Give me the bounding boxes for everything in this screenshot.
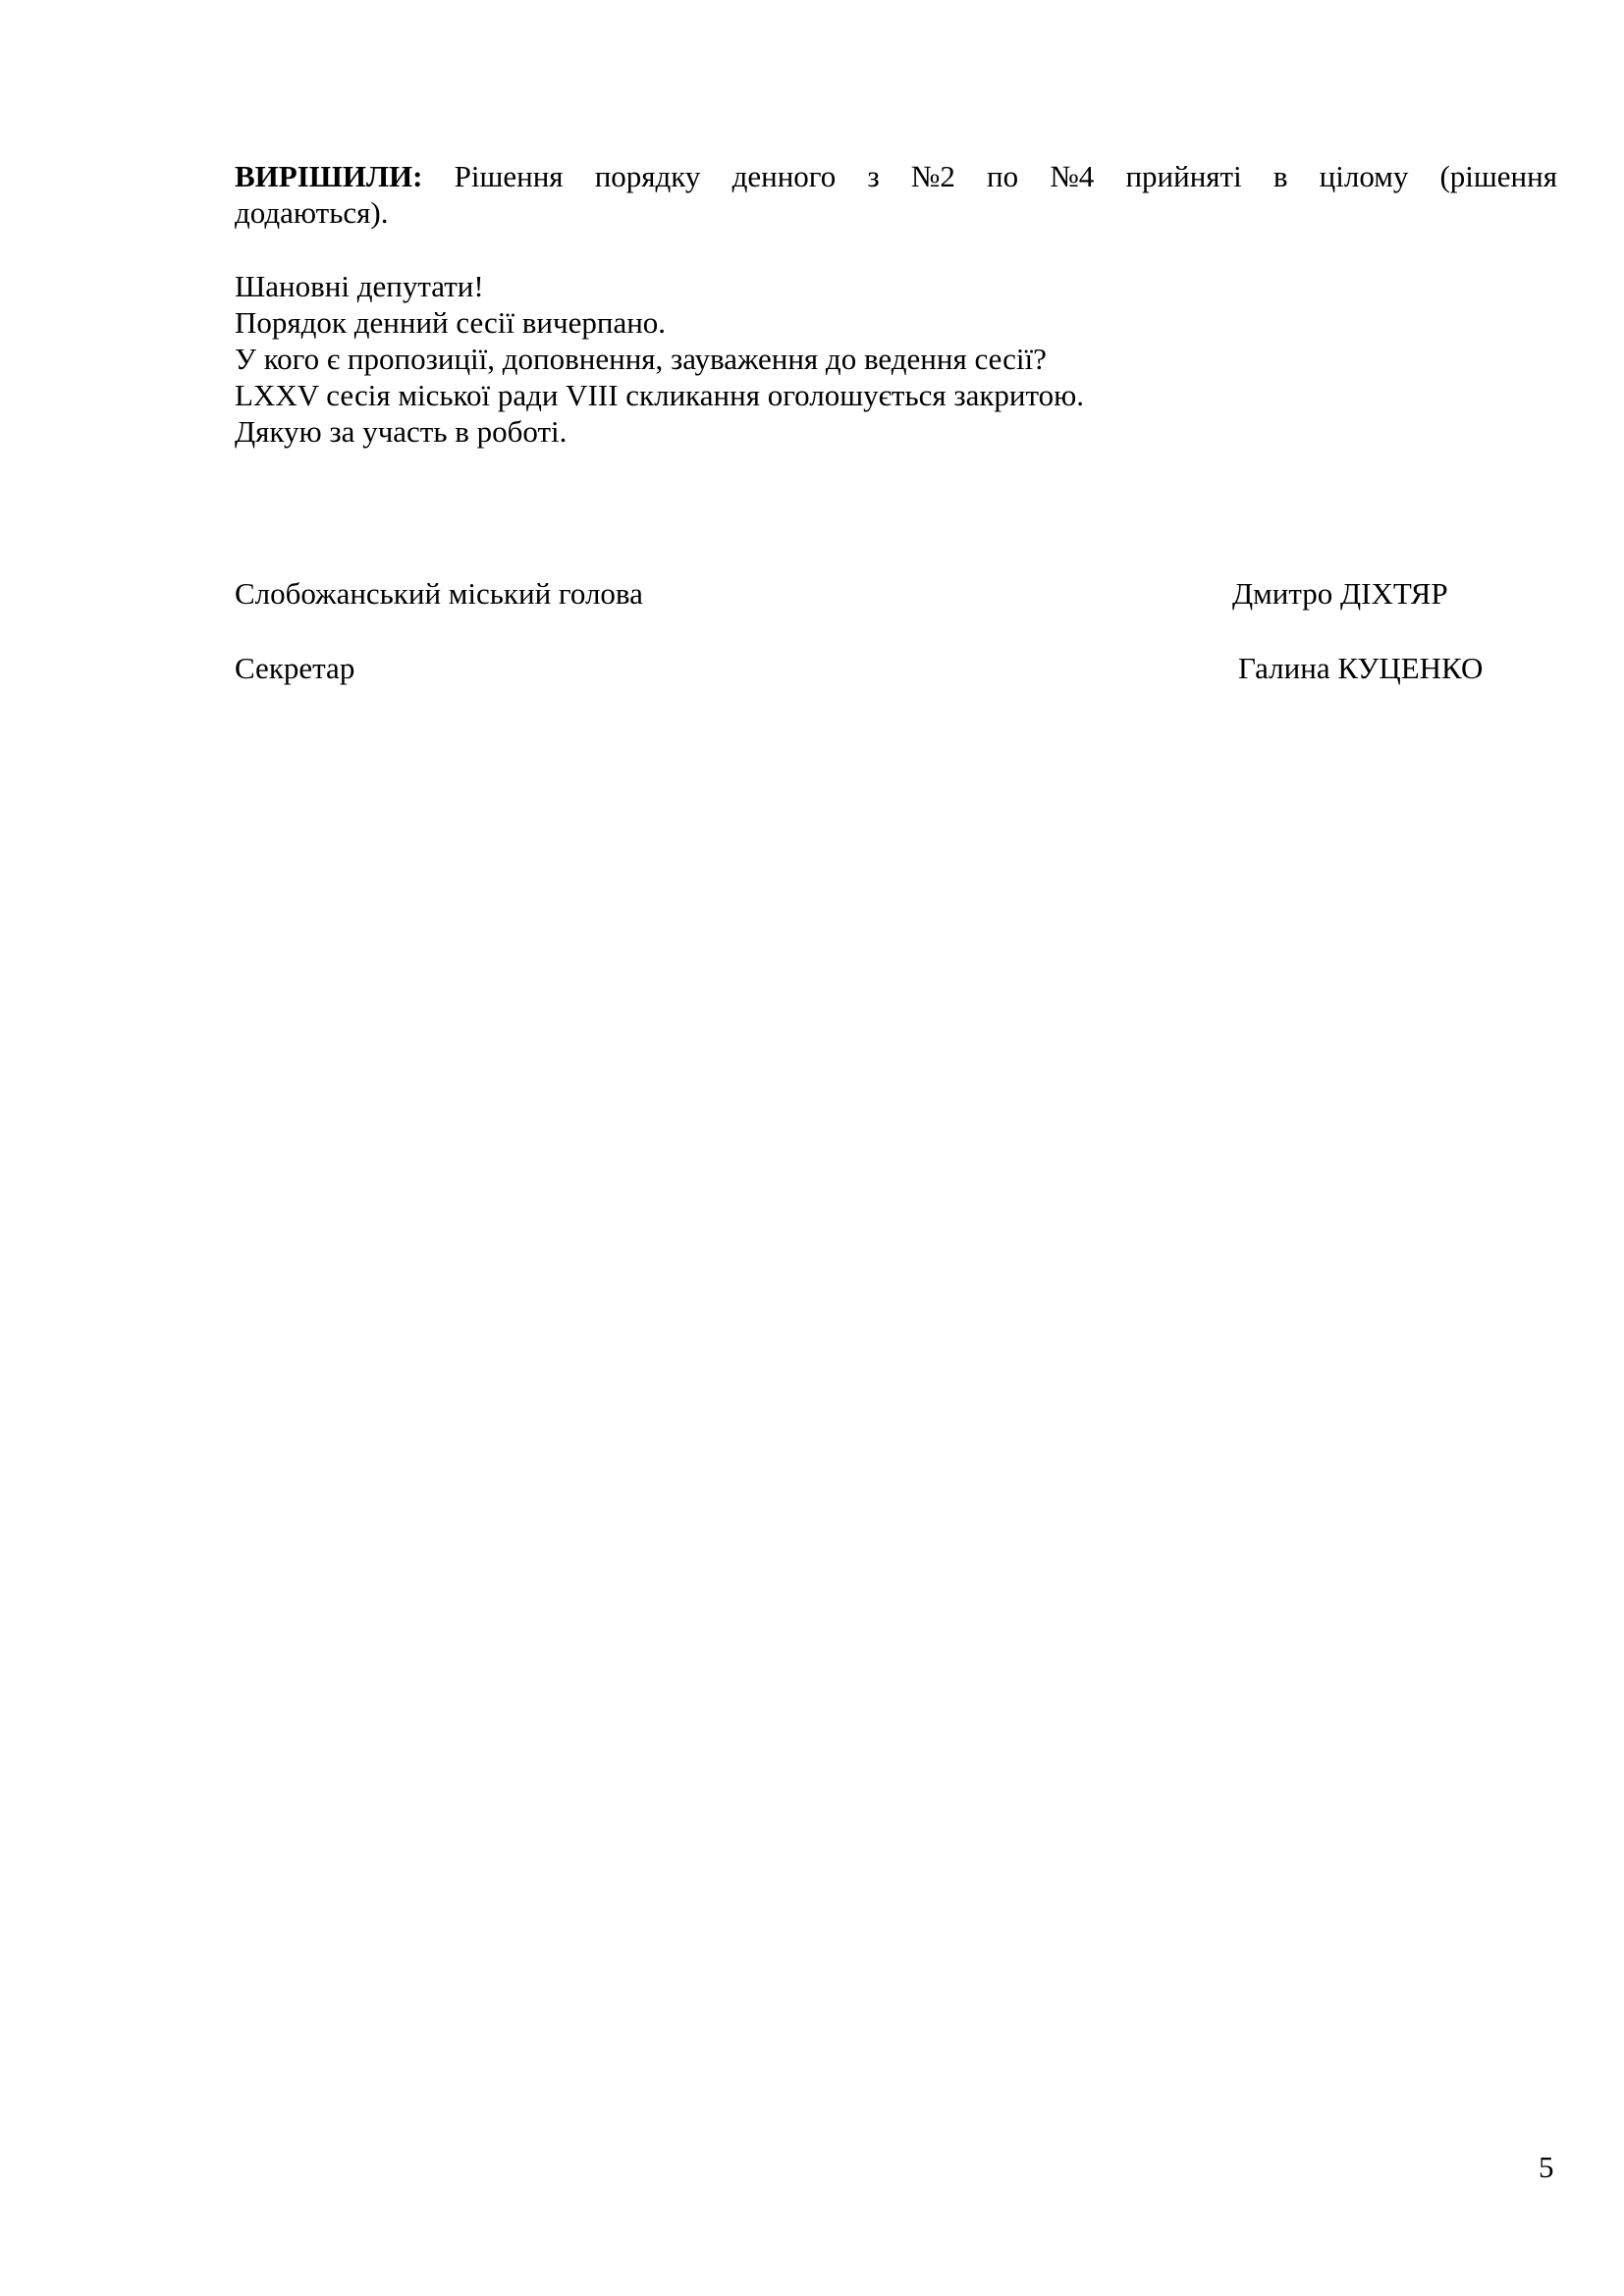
secretary-name: Галина КУЦЕНКО [1238,651,1484,685]
mayor-name: Дмитро ДІХТЯР [1232,576,1448,611]
decision-word: №4 [1050,159,1095,193]
decision-word: по [986,159,1019,193]
closing-line: Шановні депутати! [235,269,484,303]
decision-word: №2 [910,159,955,193]
closing-line: Дякую за участь в роботі. [235,414,568,449]
decision-paragraph [235,158,1557,231]
closing-remarks [235,268,1084,450]
decision-word: цілому [1319,159,1409,193]
page-number: 5 [1539,2150,1554,2184]
decision-word: Рішення [454,159,564,193]
decision-word: в [1272,159,1288,193]
closing-line: У кого є пропозиції, доповнення, зауваження до ведення сесії? [235,342,1047,376]
decision-continuation: додаються). [235,195,389,230]
closing-line: Порядок денний сесії вичерпано. [235,305,667,340]
closing-line: LXXV сесія міської ради VIII скликання оголошується закритою. [235,378,1085,412]
mayor-title: Слобожанський міський голова [235,576,643,611]
decision-word: з [867,159,880,193]
decision-word: денного [731,159,837,193]
decision-word: прийняті [1125,159,1242,193]
decision-word: (рішення [1439,159,1557,193]
decision-word: порядку [594,159,701,193]
decision-first-line [235,158,1557,194]
decision-label: ВИРІШИЛИ: [235,159,423,193]
secretary-title: Секретар [235,651,355,685]
